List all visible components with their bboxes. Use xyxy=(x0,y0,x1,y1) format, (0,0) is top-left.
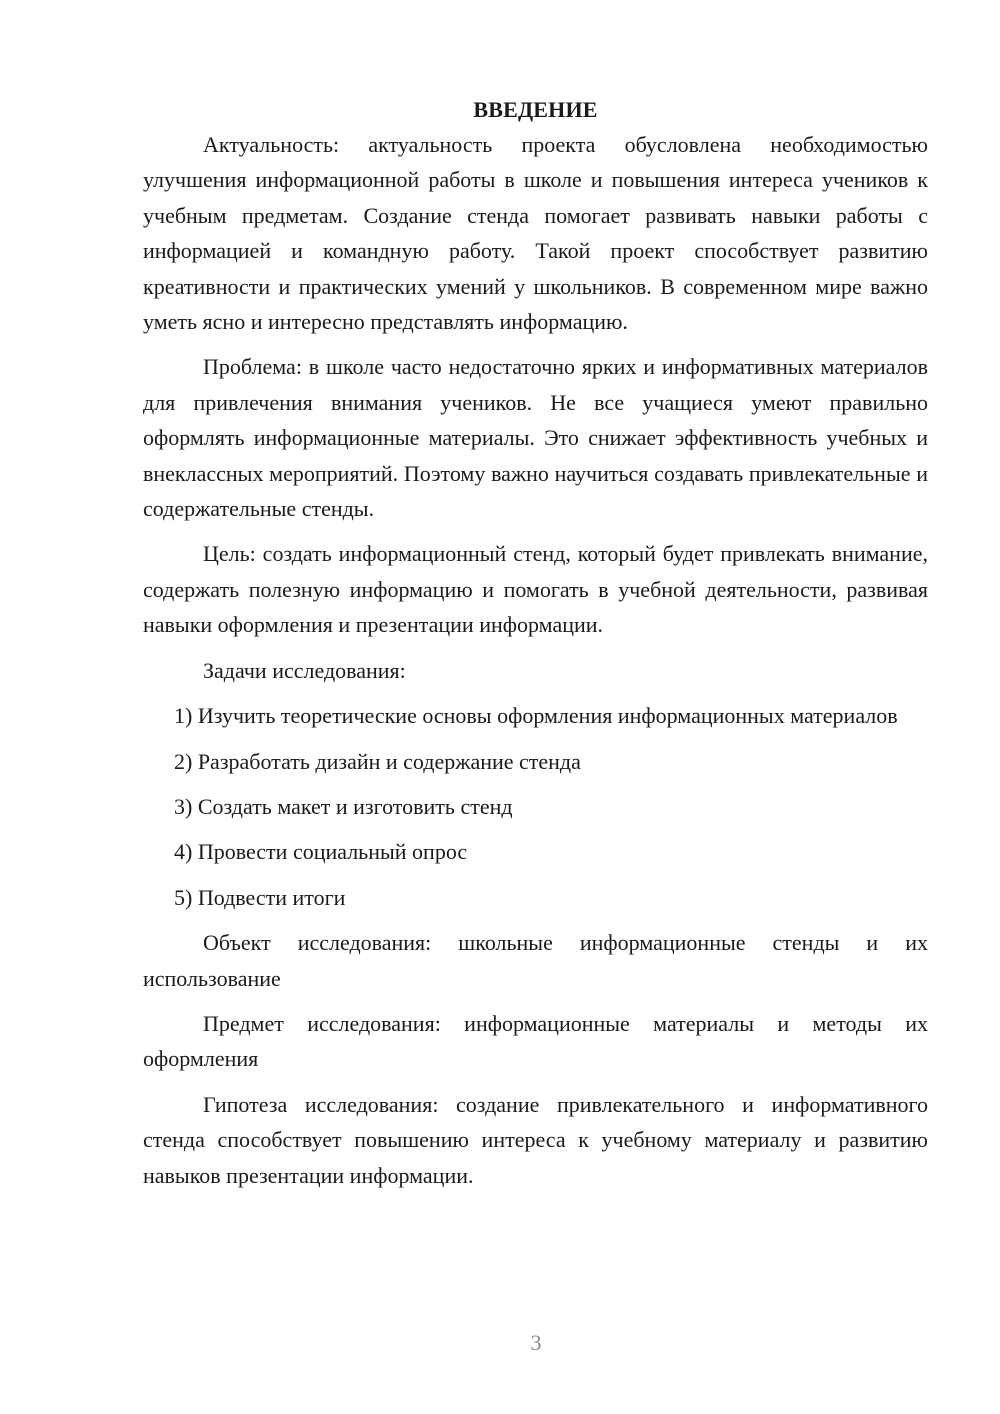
goal-paragraph: Цель: создать информационный стенд, который будет привлекать внимание, содержать полезную информацию и помогать в учебной деятельности, развивая навыки оформления и презентации информации. xyxy=(143,541,928,638)
task-item-2: 2) Разработать дизайн и содержание стенда xyxy=(174,748,581,774)
relevance-paragraph: Актуальность: актуальность проекта обусловлена необходимостью улучшения информационной работы в школе и повышения интереса учеников к учебным предметам. Создание стенда помогает развивать навыки работы с информацией и командную работу. Такой проект способствует развитию креативности и практических умений у школьников. В современном мире важно уметь ясно и интересно представлять информацию. xyxy=(143,132,928,335)
section-heading: ВВЕДЕНИЕ xyxy=(473,97,598,122)
task-item-3: 3) Создать макет и изготовить стенд xyxy=(174,793,513,819)
object-paragraph: Объект исследования: школьные информационные стенды и их использование xyxy=(143,930,928,991)
task-item-5: 5) Подвести итоги xyxy=(174,884,346,910)
document-page xyxy=(143,92,928,1193)
page-number: 3 xyxy=(530,1330,542,1355)
task-item-4: 4) Провести социальный опрос xyxy=(174,839,468,865)
problem-paragraph: Проблема: в школе часто недостаточно ярких и информативных материалов для привлечения внимания учеников. Не все учащиеся умеют правильно оформлять информационные материалы. Это снижает эффективность учебных и внеклассных мероприятий. Поэтому важно научиться создавать привлекательные и содержательные стенды. xyxy=(143,354,928,522)
tasks-title: Задачи исследования: xyxy=(203,657,406,683)
task-item-1: 1) Изучить теоретические основы оформления информационных материалов xyxy=(174,703,898,729)
hypothesis-paragraph: Гипотеза исследования: создание привлекательного и информативного стенда способствует повышению интереса к учебному материалу и развитию навыков презентации информации. xyxy=(143,1091,928,1188)
subject-paragraph: Предмет исследования: информационные материалы и методы их оформления xyxy=(143,1010,928,1072)
